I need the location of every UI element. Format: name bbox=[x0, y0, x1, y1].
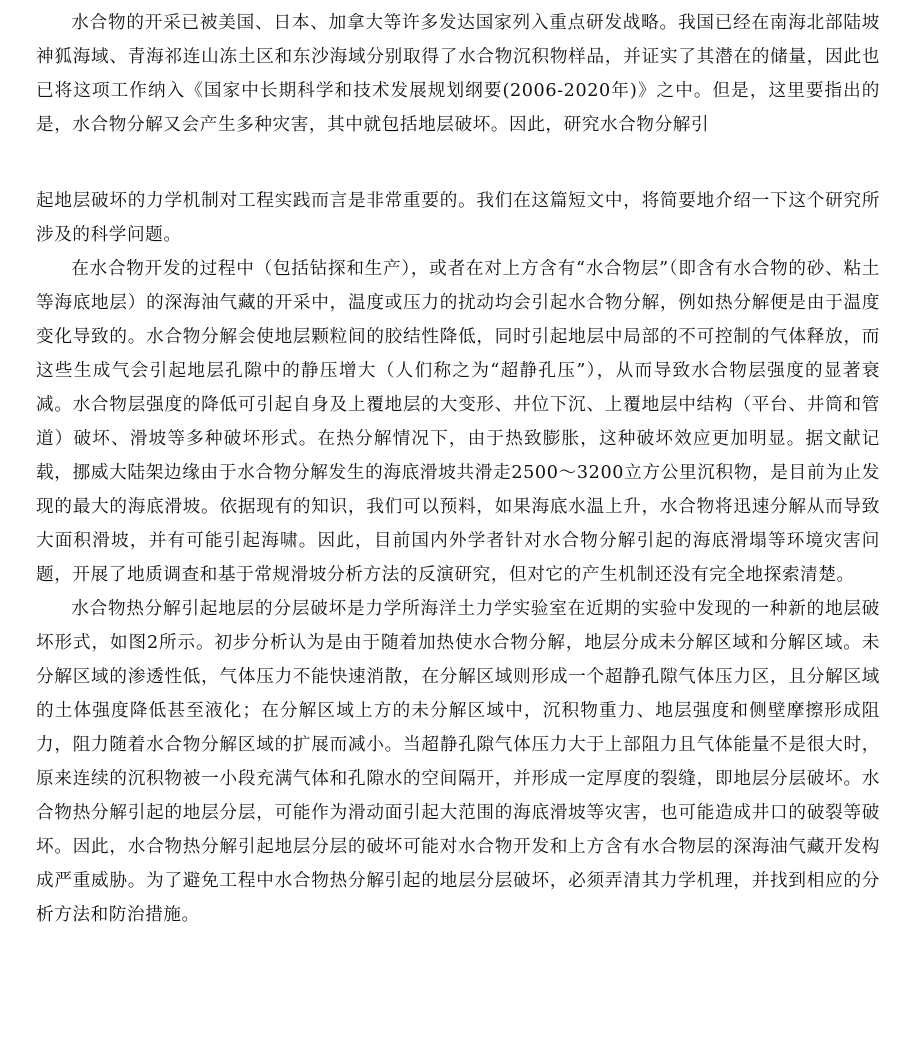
paragraph-stratum-layered-failure: 水合物热分解引起地层的分层破坏是力学所海洋土力学实验室在近期的实验中发现的一种新的地层破坏形式，如图2所示。初步分析认为是由于随着加热使水合物分解，地层分成未分解区域和分解区域。未分解区域的渗透性低，气体压力不能快速消散，在分解区域则形成一个超静孔隙气体压力区，且分解区域的土体强度降低甚至液化；在分解区域上方的未分解区域中，沉积物重力、地层强度和侧壁摩擦形成阻力，阻力随着水合物分解区域的扩展而减小。当超静孔隙气体压力大于上部阻力且气体能量不是很大时，原来连续的沉积物被一小段充满气体和孔隙水的空间隔开，并形成一定厚度的裂缝，即地层分层破坏。水合物热分解引起的地层分层，可能作为滑动面引起大范围的海底滑坡等灾害，也可能造成井口的破裂等破坏。因此，水合物热分解引起地层分层的破坏可能对水合物开发和上方含有水合物层的深海油气藏开发构成严重威胁。为了避免工程中水合物热分解引起的地层分层破坏，必须弄清其力学机理，并找到相应的分析方法和防治措施。 bbox=[36, 599, 880, 925]
paragraph-hydrate-dissociation-hazards: 在水合物开发的过程中（包括钻探和生产），或者在对上方含有“水合物层”（即含有水合物的砂、粘土等海底地层）的深海油气藏的开采中，温度或压力的扰动均会引起水合物分解，例如热分解便是由于温度变化导致的。水合物分解会使地层颗粒间的胶结性降低，同时引起地层中局部的不可控制的气体释放，而这些生成气会引起地层孔隙中的静压增大（人们称之为“超静孔压”），从而导致水合物层强度的显著衰减。水合物层强度的降低可引起自身及上覆地层的大变形、井位下沉、上覆地层中结构（平台、井筒和管道）破坏、滑坡等多种破坏形式。在热分解情况下，由于热致膨胀，这种破坏效应更加明显。据文献记载，挪威大陆架边缘由于水合物分解发生的海底滑坡共滑走2500～3200立方公里沉积物，是目前为止发现的最大的海底滑坡。依据现有的知识，我们可以预料，如果海底水温上升，水合物将迅速分解从而导致大面积滑坡，并有可能引起海啸。因此，目前国内外学者针对水合物分解引起的海底滑塌等环境灾害问题，开展了地质调查和基于常规滑坡分析方法的反演研究，但对它的产生机制还没有完全地探索清楚。 bbox=[36, 259, 880, 585]
document-page bbox=[36, 6, 880, 1051]
paragraph-hydrate-exploitation-intro: 水合物的开采已被美国、日本、加拿大等许多发达国家列入重点研发战略。我国已经在南海北部陆坡神狐海域、青海祁连山冻土区和东沙海域分别取得了水合物沉积物样品，并证实了其潜在的储量，因此也已将这项工作纳入《国家中长期科学和技术发展规划纲要(2006-2020年)》之中。但是，这里要指出的是，水合物分解又会产生多种灾害，其中就包括地层破坏。因此，研究水合物分解引 bbox=[36, 13, 880, 135]
text-block-main bbox=[36, 184, 880, 932]
text-block-top bbox=[36, 6, 880, 142]
paragraph-continuation: 起地层破坏的力学机制对工程实践而言是非常重要的。我们在这篇短文中，将简要地介绍一下这个研究所涉及的科学问题。 bbox=[36, 191, 880, 245]
